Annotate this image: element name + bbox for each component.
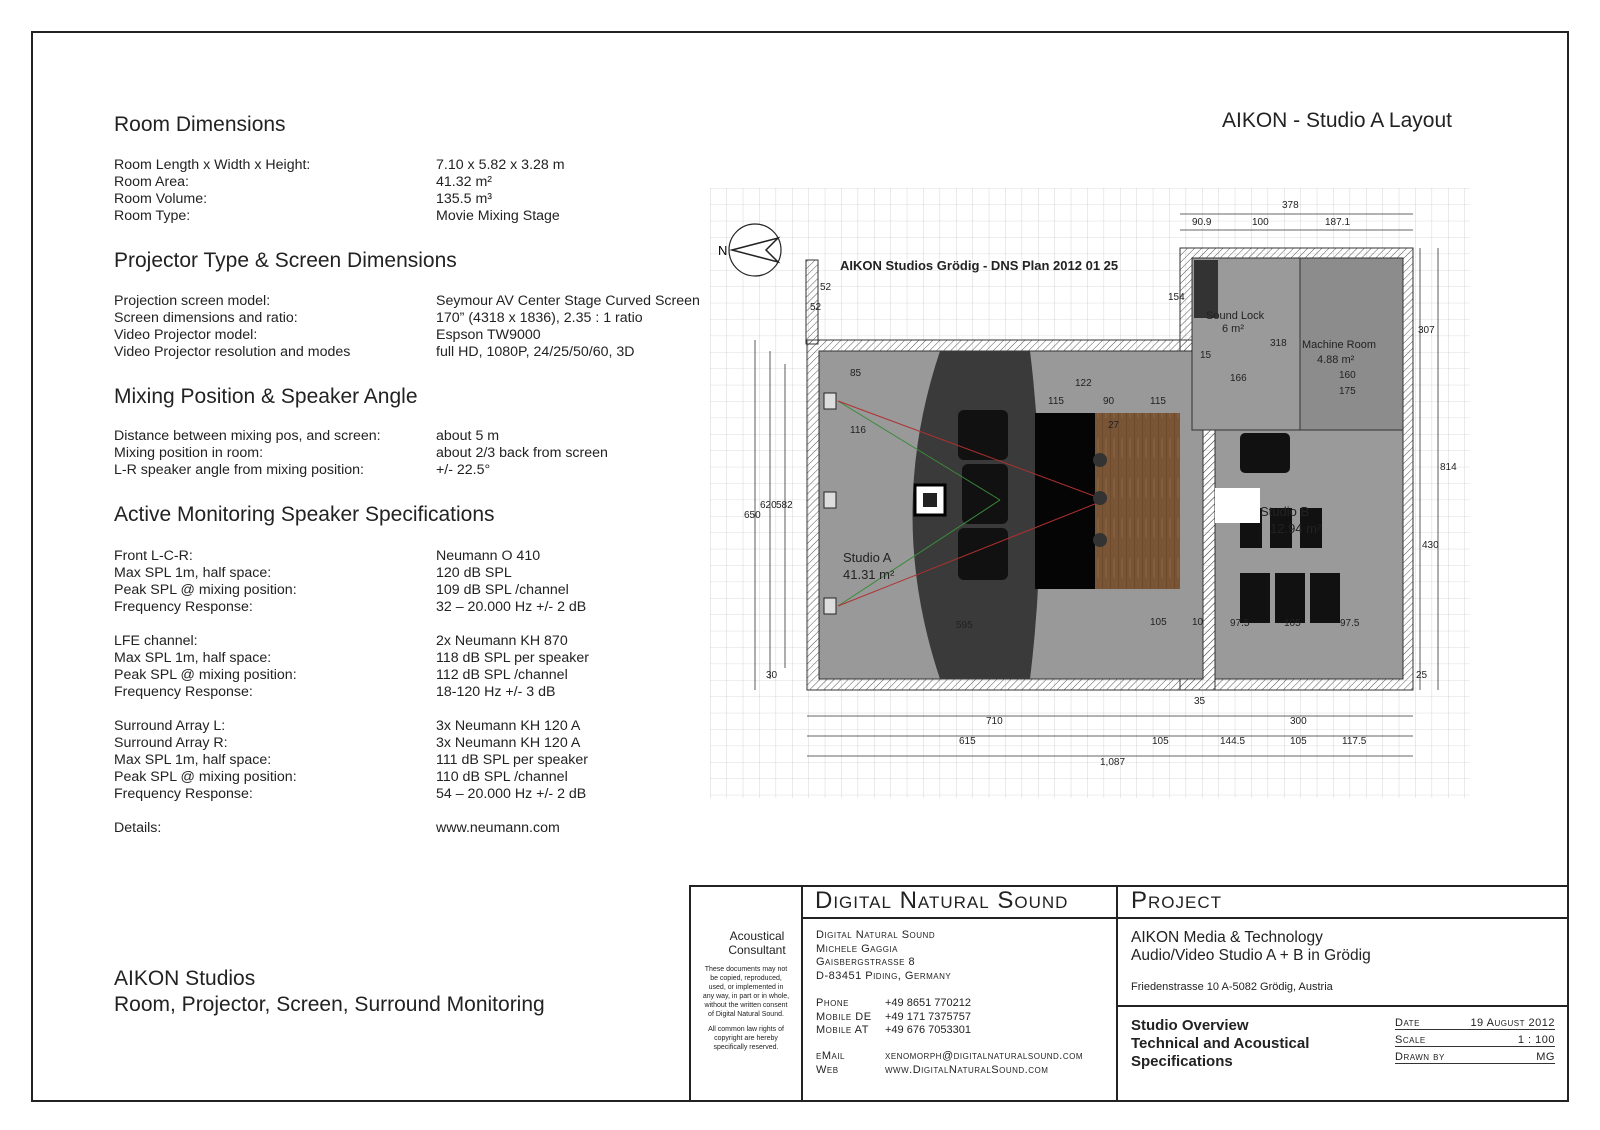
consultant-label: Acoustical Consultant (728, 929, 786, 957)
footer-title-line2: Room, Projector, Screen, Surround Monitoring (114, 993, 545, 1016)
drawing-description: Studio Overview Technical and Acoustical Specifications (1131, 1017, 1310, 1070)
project-name: AIKON Media & Technology Audio/Video Studio A + B in Grödig (1131, 929, 1371, 964)
dim-label: 100 (1252, 217, 1269, 228)
dim-label: 10 (1192, 617, 1204, 628)
dim-label: 15 (1200, 350, 1212, 361)
phone-numbers: +49 8651 770212 +49 171 7375757 +49 676 7053301 (885, 997, 971, 1036)
floor-plan (710, 188, 1470, 798)
seat (1310, 573, 1340, 623)
dim-label: 814 (1440, 462, 1457, 473)
layout-title: AIKON - Studio A Layout (1222, 109, 1452, 132)
spec-value: +/- 22.5° (436, 462, 491, 478)
spec-value: 110 dB SPL /channel (436, 769, 568, 785)
dim-label: 160 (1339, 370, 1356, 381)
spec-label: Peak SPL @ mixing position: (114, 582, 297, 598)
spec-label: Distance between mixing pos, and screen: (114, 428, 381, 444)
dim-label: 650 (744, 510, 761, 521)
spec-value: 7.10 x 5.82 x 3.28 m (436, 157, 565, 173)
section-title-room-dimensions: Room Dimensions (114, 113, 286, 136)
spec-value: 2x Neumann KH 870 (436, 633, 568, 649)
spec-value: Seymour AV Center Stage Curved Screen (436, 293, 700, 309)
dim-label: 615 (959, 736, 976, 747)
title-block (689, 885, 1569, 1102)
dim-label: 378 (1282, 200, 1299, 211)
drawing-meta: Date 19 August 2012 Scale 1 : 100 Drawn by MG (1395, 1017, 1555, 1063)
spec-value: 109 dB SPL /channel (436, 582, 569, 598)
machine-room-label: Machine Room (1302, 339, 1376, 351)
dim-label: 30 (766, 670, 778, 681)
dim-label: 35 (1194, 696, 1206, 707)
svg-text:N: N (718, 243, 728, 258)
dim-label: 122 (1075, 378, 1092, 389)
dim-label: 52 (810, 302, 822, 313)
section-title-projector: Projector Type & Screen Dimensions (114, 249, 457, 272)
spec-value: 135.5 m³ (436, 191, 492, 207)
spec-label: Front L-C-R: (114, 548, 193, 564)
spec-label: Video Projector model: (114, 327, 258, 343)
dim-label: 318 (1270, 338, 1287, 349)
dim-label: 710 (986, 716, 1003, 727)
spec-value: 41.32 m² (436, 174, 492, 190)
dim-label: 97.5 (1230, 618, 1250, 629)
project-header: Project (1131, 887, 1223, 914)
spec-label: Surround Array R: (114, 735, 228, 751)
seat (958, 410, 1008, 460)
spec-label: LFE channel: (114, 633, 198, 649)
dim-label: 97.5 (1340, 618, 1360, 629)
sound-lock-label: Sound Lock (1206, 310, 1265, 322)
spec-label: Max SPL 1m, half space: (114, 565, 272, 581)
spec-label: Video Projector resolution and modes (114, 344, 351, 360)
footer-title-line1: AIKON Studios (114, 967, 256, 990)
project-address: Friedenstrasse 10 A-5082 Grödig, Austria (1131, 981, 1333, 993)
spec-value: about 2/3 back from screen (436, 445, 608, 461)
spec-value: 32 – 20.000 Hz +/- 2 dB (436, 599, 587, 615)
company-address: Digital Natural Sound Michele Gaggia Gaisbergstrasse 8 D-83451 Piding, Germany (816, 929, 952, 982)
spec-value: 118 dB SPL per speaker (436, 650, 590, 666)
dim-label: 307 (1418, 325, 1435, 336)
spec-label: Frequency Response: (114, 786, 253, 802)
wood-floor (1095, 413, 1180, 589)
spec-value: Neumann O 410 (436, 548, 541, 564)
dim-label: 90 (1103, 396, 1115, 407)
dim-label: 27 (1108, 420, 1120, 431)
sound-lock-area: 6 m² (1222, 323, 1244, 335)
speaker-right-icon (824, 598, 836, 614)
spec-value: 18-120 Hz +/- 3 dB (436, 684, 556, 700)
spec-value: 120 dB SPL (436, 565, 512, 581)
dim-label: 52 (820, 282, 832, 293)
contact-values (885, 1050, 1083, 1077)
footer-title (114, 966, 545, 1018)
spec-label: Frequency Response: (114, 684, 253, 700)
spec-value: 3x Neumann KH 120 A (436, 718, 581, 734)
spec-label: Max SPL 1m, half space: (114, 752, 272, 768)
plan-header: AIKON Studios Grödig - DNS Plan 2012 01 25 (840, 258, 1119, 273)
projector-lens (923, 493, 937, 507)
spec-label: Max SPL 1m, half space: (114, 650, 272, 666)
spec-value: about 5 m (436, 428, 500, 444)
spec-label: Room Length x Width x Height: (114, 157, 311, 173)
phone-labels: Phone Mobile DE Mobile AT (816, 997, 872, 1036)
spec-label: Screen dimensions and ratio: (114, 310, 298, 326)
spec-value: 170” (4318 x 1836), 2.35 : 1 ratio (436, 310, 643, 326)
studio-b-area: 12.94 m² (1270, 521, 1322, 536)
spec-label: Surround Array L: (114, 718, 226, 734)
disclaimer: These documents may not be copied, reproduced, used, or implemented in any way, in part or in whole, without the written consent of Digital Natural Sound. All common law rights of copyright are hereby specifically reserved. (702, 966, 790, 1051)
seat (962, 464, 1008, 524)
studio-a-label: Studio A (843, 550, 892, 565)
window (1215, 488, 1260, 523)
console-area (1035, 413, 1095, 589)
spec-label: Frequency Response: (114, 599, 253, 615)
spec-value: 112 dB SPL /channel (436, 667, 568, 683)
dim-label: 117.5 (1342, 736, 1367, 747)
seat (958, 528, 1008, 580)
studio-b-label: Studio B (1260, 504, 1310, 519)
spec-label: Peak SPL @ mixing position: (114, 667, 297, 683)
dim-label: 105 (1290, 736, 1307, 747)
dim-label: 300 (1290, 716, 1307, 727)
dim-label: 115 (1048, 396, 1064, 407)
spec-value: 111 dB SPL per speaker (436, 752, 588, 768)
spec-value: 54 – 20.000 Hz +/- 2 dB (436, 786, 587, 802)
web-link[interactable]: www.DigitalNaturalSound.com (885, 1063, 1049, 1076)
dim-label: 595 (956, 620, 973, 631)
dim-label: 85 (850, 368, 862, 379)
dim-label: 144.5 (1220, 736, 1246, 747)
spec-value: Movie Mixing Stage (436, 208, 560, 224)
sofa (1240, 433, 1290, 473)
spec-value: 3x Neumann KH 120 A (436, 735, 581, 751)
spec-value: full HD, 1080P, 24/25/50/60, 3D (436, 344, 635, 360)
machine-room-area: 4.88 m² (1317, 354, 1355, 366)
seat (1240, 573, 1270, 623)
spec-label: Room Area: (114, 174, 189, 190)
dim-label: 25 (1416, 670, 1428, 681)
company-header: Digital Natural Sound (815, 887, 1069, 914)
spec-value[interactable]: www.neumann.com (436, 820, 560, 836)
section-title-mixing-position: Mixing Position & Speaker Angle (114, 385, 418, 408)
dim-label: 116 (850, 425, 866, 436)
dim-label: 620 (760, 500, 777, 511)
speaker-center-icon (824, 492, 836, 508)
dim-label: 105 (1284, 618, 1301, 629)
dim-label: 154 (1168, 292, 1185, 303)
email-link[interactable]: xenomorph@digitalnaturalsound.com (885, 1050, 1083, 1062)
dim-label: 115 (1150, 396, 1166, 407)
speaker-left-icon (824, 393, 836, 409)
dim-label: 582 (776, 500, 793, 511)
dim-label: 90.9 (1192, 217, 1212, 228)
spec-value: Espson TW9000 (436, 327, 541, 343)
dim-label: 105 (1150, 617, 1167, 628)
dim-label: 187.1 (1325, 217, 1351, 228)
spec-label: Peak SPL @ mixing position: (114, 769, 297, 785)
seat (1275, 573, 1305, 623)
spec-label: Room Volume: (114, 191, 208, 207)
spec-label: Room Type: (114, 208, 191, 224)
section-title-speaker-specs: Active Monitoring Speaker Specifications (114, 503, 495, 526)
spec-label: Mixing position in room: (114, 445, 264, 461)
spec-label: L-R speaker angle from mixing position: (114, 462, 364, 478)
spec-label: Details: (114, 820, 162, 836)
dim-label: 105 (1152, 736, 1169, 747)
contact-labels: eMail Web (816, 1050, 846, 1076)
dim-label: 1,087 (1100, 757, 1126, 768)
dim-label: 430 (1422, 540, 1439, 551)
dim-label: 166 (1230, 373, 1247, 384)
dim-label: 175 (1339, 386, 1356, 397)
spec-label: Projection screen model: (114, 293, 271, 309)
studio-a-area: 41.31 m² (843, 567, 895, 582)
